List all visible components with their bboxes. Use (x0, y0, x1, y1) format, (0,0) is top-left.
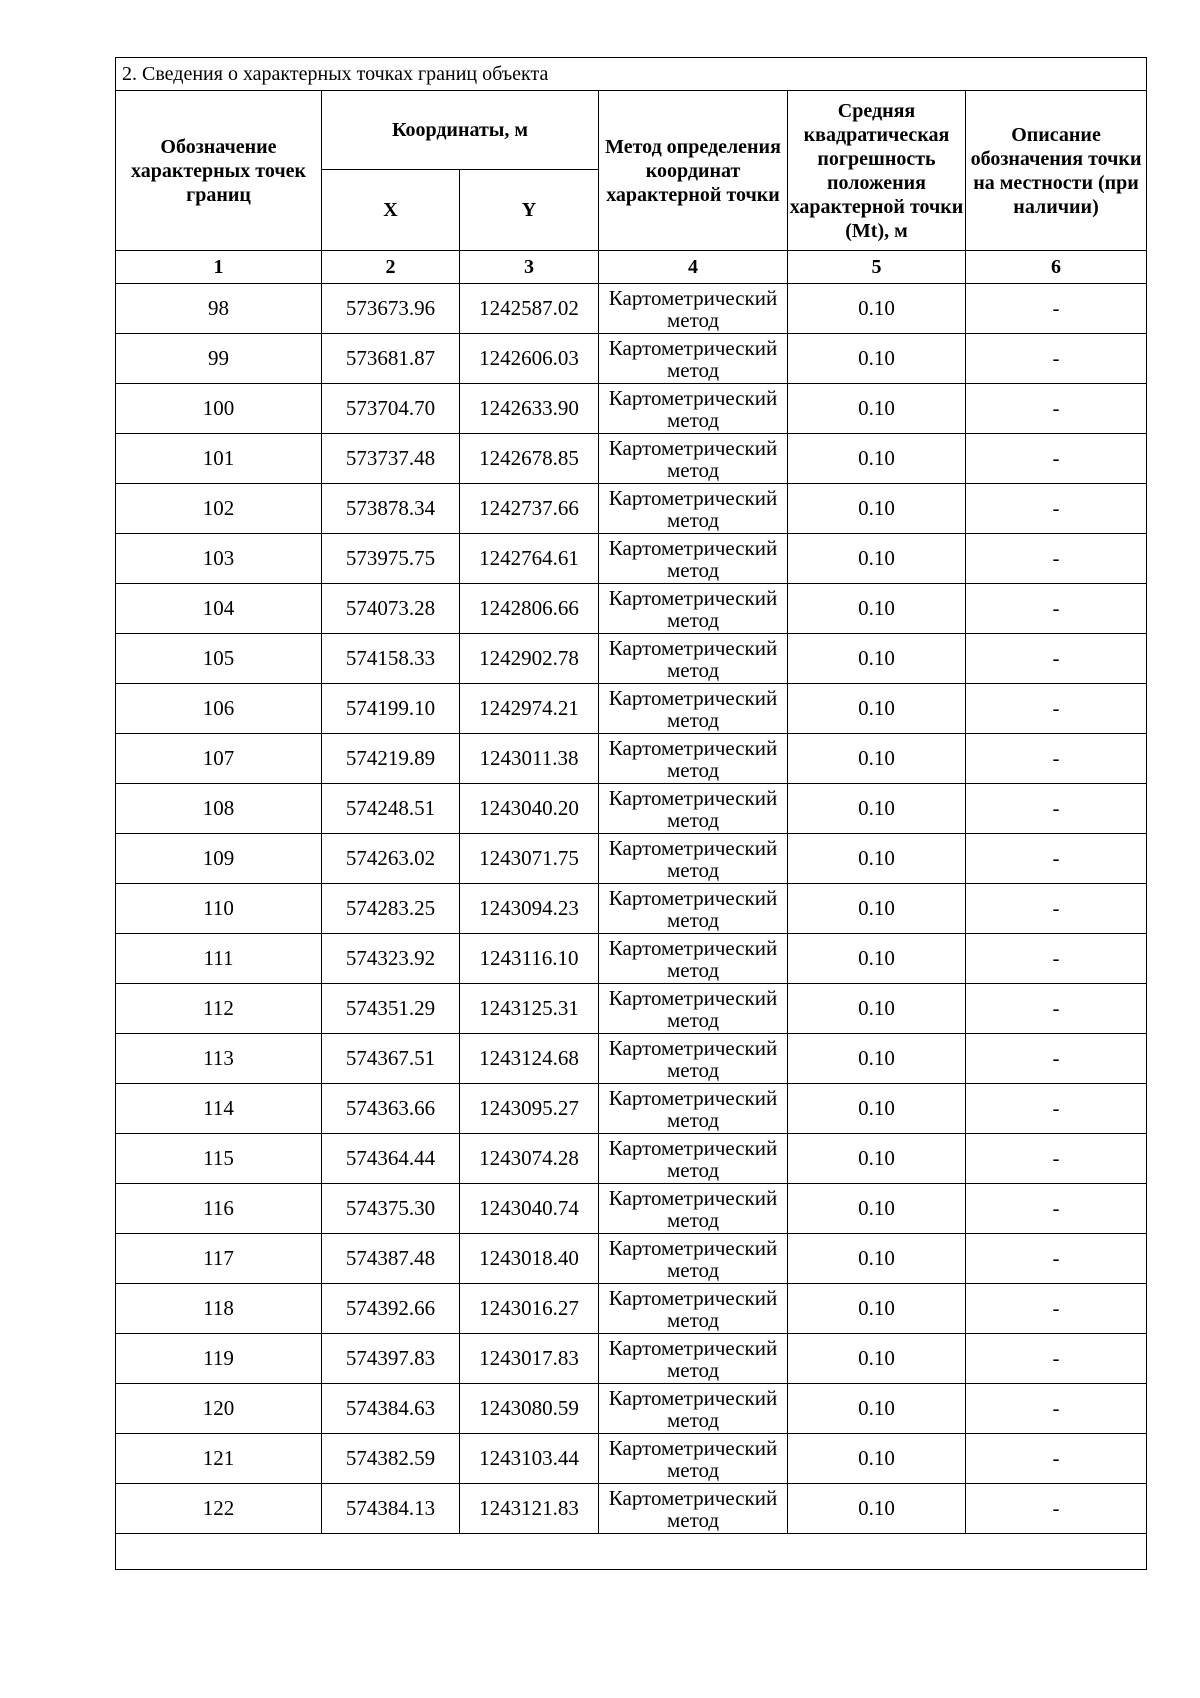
x-coordinate-cell: 574363.66 (322, 1084, 460, 1134)
x-coordinate-cell: 573737.48 (322, 434, 460, 484)
point-id-cell: 109 (116, 834, 322, 884)
point-id-cell: 111 (116, 934, 322, 984)
method-cell: Картометрический метод (599, 1234, 788, 1284)
y-coordinate-cell: 1243071.75 (460, 834, 599, 884)
description-cell: - (966, 634, 1147, 684)
x-coordinate-cell: 573704.70 (322, 384, 460, 434)
point-id-cell: 118 (116, 1284, 322, 1334)
table-row (116, 484, 1147, 534)
description-cell: - (966, 984, 1147, 1034)
column-number: 5 (788, 251, 966, 284)
mean-error-cell: 0.10 (788, 884, 966, 934)
section-title: 2. Сведения о характерных точках границ объекта (116, 58, 1147, 91)
table-row (116, 734, 1147, 784)
x-coordinate-cell: 574397.83 (322, 1334, 460, 1384)
table-row (116, 684, 1147, 734)
mean-error-cell: 0.10 (788, 584, 966, 634)
x-coordinate-cell: 574248.51 (322, 784, 460, 834)
x-coordinate-cell: 574283.25 (322, 884, 460, 934)
y-coordinate-cell: 1242633.90 (460, 384, 599, 434)
method-cell: Картометрический метод (599, 534, 788, 584)
x-coordinate-cell: 574219.89 (322, 734, 460, 784)
description-cell: - (966, 1234, 1147, 1284)
y-coordinate-cell: 1243124.68 (460, 1034, 599, 1084)
y-coordinate-cell: 1243125.31 (460, 984, 599, 1034)
point-id-cell: 113 (116, 1034, 322, 1084)
mean-error-cell: 0.10 (788, 784, 966, 834)
column-number: 1 (116, 251, 322, 284)
mean-error-cell: 0.10 (788, 1284, 966, 1334)
boundary-points-table (115, 57, 1147, 1570)
method-cell: Картометрический метод (599, 634, 788, 684)
description-cell: - (966, 834, 1147, 884)
column-number: 6 (966, 251, 1147, 284)
column-number: 2 (322, 251, 460, 284)
table-row (116, 834, 1147, 884)
description-cell: - (966, 434, 1147, 484)
y-coordinate-cell: 1242606.03 (460, 334, 599, 384)
table-row (116, 434, 1147, 484)
method-cell: Картометрический метод (599, 1384, 788, 1434)
x-coordinate-cell: 574392.66 (322, 1284, 460, 1334)
mean-error-cell: 0.10 (788, 334, 966, 384)
method-cell: Картометрический метод (599, 334, 788, 384)
table-row (116, 534, 1147, 584)
method-cell: Картометрический метод (599, 784, 788, 834)
description-cell: - (966, 884, 1147, 934)
x-coordinate-cell: 574382.59 (322, 1434, 460, 1484)
mean-error-cell: 0.10 (788, 1334, 966, 1384)
description-cell: - (966, 734, 1147, 784)
table-row (116, 1384, 1147, 1434)
method-cell: Картометрический метод (599, 1184, 788, 1234)
point-id-cell: 105 (116, 634, 322, 684)
table-row (116, 1234, 1147, 1284)
description-cell: - (966, 1034, 1147, 1084)
y-coordinate-cell: 1243040.20 (460, 784, 599, 834)
x-coordinate-cell: 573681.87 (322, 334, 460, 384)
y-coordinate-cell: 1243095.27 (460, 1084, 599, 1134)
point-id-cell: 110 (116, 884, 322, 934)
mean-error-cell: 0.10 (788, 984, 966, 1034)
mean-error-cell: 0.10 (788, 1434, 966, 1484)
table-row (116, 1184, 1147, 1234)
method-cell: Картометрический метод (599, 934, 788, 984)
description-cell: - (966, 1484, 1147, 1534)
table-row (116, 634, 1147, 684)
description-cell: - (966, 1084, 1147, 1134)
description-cell: - (966, 1434, 1147, 1484)
y-coordinate-cell: 1242737.66 (460, 484, 599, 534)
y-coordinate-cell: 1243116.10 (460, 934, 599, 984)
description-cell: - (966, 1284, 1147, 1334)
mean-error-cell: 0.10 (788, 434, 966, 484)
mean-error-cell: 0.10 (788, 1184, 966, 1234)
description-cell: - (966, 284, 1147, 334)
column-numbers-row (116, 251, 1147, 284)
method-cell: Картометрический метод (599, 434, 788, 484)
point-id-cell: 120 (116, 1384, 322, 1434)
header-mean-error: Средняя квадратическая погрешность положения характерной точки (Mt), м (788, 91, 966, 251)
point-id-cell: 99 (116, 334, 322, 384)
point-id-cell: 102 (116, 484, 322, 534)
table-row (116, 284, 1147, 334)
y-coordinate-cell: 1243074.28 (460, 1134, 599, 1184)
point-id-cell: 98 (116, 284, 322, 334)
point-id-cell: 107 (116, 734, 322, 784)
method-cell: Картометрический метод (599, 384, 788, 434)
point-id-cell: 112 (116, 984, 322, 1034)
description-cell: - (966, 684, 1147, 734)
table-row (116, 1334, 1147, 1384)
description-cell: - (966, 534, 1147, 584)
empty-footer-row (116, 1534, 1147, 1570)
description-cell: - (966, 1184, 1147, 1234)
column-number: 3 (460, 251, 599, 284)
mean-error-cell: 0.10 (788, 684, 966, 734)
x-coordinate-cell: 574158.33 (322, 634, 460, 684)
table-row (116, 1134, 1147, 1184)
method-cell: Картометрический метод (599, 734, 788, 784)
mean-error-cell: 0.10 (788, 834, 966, 884)
header-y: Y (460, 170, 599, 251)
x-coordinate-cell: 573975.75 (322, 534, 460, 584)
header-method: Метод определения координат характерной точки (599, 91, 788, 251)
mean-error-cell: 0.10 (788, 934, 966, 984)
y-coordinate-cell: 1243094.23 (460, 884, 599, 934)
x-coordinate-cell: 574199.10 (322, 684, 460, 734)
mean-error-cell: 0.10 (788, 1234, 966, 1284)
point-id-cell: 114 (116, 1084, 322, 1134)
description-cell: - (966, 1134, 1147, 1184)
y-coordinate-cell: 1242678.85 (460, 434, 599, 484)
x-coordinate-cell: 574364.44 (322, 1134, 460, 1184)
x-coordinate-cell: 574375.30 (322, 1184, 460, 1234)
description-cell: - (966, 1334, 1147, 1384)
x-coordinate-cell: 574384.13 (322, 1484, 460, 1534)
y-coordinate-cell: 1243103.44 (460, 1434, 599, 1484)
y-coordinate-cell: 1243018.40 (460, 1234, 599, 1284)
x-coordinate-cell: 574387.48 (322, 1234, 460, 1284)
table-body (116, 284, 1147, 1534)
point-id-cell: 122 (116, 1484, 322, 1534)
header-x: X (322, 170, 460, 251)
method-cell: Картометрический метод (599, 1434, 788, 1484)
y-coordinate-cell: 1243011.38 (460, 734, 599, 784)
mean-error-cell: 0.10 (788, 534, 966, 584)
x-coordinate-cell: 574323.92 (322, 934, 460, 984)
table-row (116, 934, 1147, 984)
x-coordinate-cell: 574263.02 (322, 834, 460, 884)
y-coordinate-cell: 1242587.02 (460, 284, 599, 334)
y-coordinate-cell: 1242974.21 (460, 684, 599, 734)
table-row (116, 984, 1147, 1034)
table-row (116, 1434, 1147, 1484)
mean-error-cell: 0.10 (788, 1084, 966, 1134)
table-row (116, 1284, 1147, 1334)
description-cell: - (966, 334, 1147, 384)
column-number: 4 (599, 251, 788, 284)
point-id-cell: 100 (116, 384, 322, 434)
method-cell: Картометрический метод (599, 984, 788, 1034)
method-cell: Картометрический метод (599, 834, 788, 884)
description-cell: - (966, 934, 1147, 984)
y-coordinate-cell: 1243016.27 (460, 1284, 599, 1334)
method-cell: Картометрический метод (599, 284, 788, 334)
x-coordinate-cell: 574073.28 (322, 584, 460, 634)
method-cell: Картометрический метод (599, 1284, 788, 1334)
y-coordinate-cell: 1243080.59 (460, 1384, 599, 1434)
point-id-cell: 108 (116, 784, 322, 834)
header-description: Описание обозначения точки на местности (при наличии) (966, 91, 1147, 251)
mean-error-cell: 0.10 (788, 1134, 966, 1184)
point-id-cell: 103 (116, 534, 322, 584)
y-coordinate-cell: 1243017.83 (460, 1334, 599, 1384)
point-id-cell: 101 (116, 434, 322, 484)
mean-error-cell: 0.10 (788, 1484, 966, 1534)
method-cell: Картометрический метод (599, 1334, 788, 1384)
table-row (116, 1484, 1147, 1534)
mean-error-cell: 0.10 (788, 634, 966, 684)
x-coordinate-cell: 573878.34 (322, 484, 460, 534)
y-coordinate-cell: 1242806.66 (460, 584, 599, 634)
y-coordinate-cell: 1242902.78 (460, 634, 599, 684)
description-cell: - (966, 584, 1147, 634)
y-coordinate-cell: 1243040.74 (460, 1184, 599, 1234)
method-cell: Картометрический метод (599, 1034, 788, 1084)
point-id-cell: 106 (116, 684, 322, 734)
x-coordinate-cell: 574384.63 (322, 1384, 460, 1434)
method-cell: Картометрический метод (599, 584, 788, 634)
method-cell: Картометрический метод (599, 484, 788, 534)
document-page (115, 57, 1146, 1570)
table-row (116, 334, 1147, 384)
table-row (116, 384, 1147, 434)
mean-error-cell: 0.10 (788, 384, 966, 434)
mean-error-cell: 0.10 (788, 484, 966, 534)
table-row (116, 584, 1147, 634)
description-cell: - (966, 484, 1147, 534)
mean-error-cell: 0.10 (788, 284, 966, 334)
point-id-cell: 121 (116, 1434, 322, 1484)
description-cell: - (966, 784, 1147, 834)
y-coordinate-cell: 1242764.61 (460, 534, 599, 584)
header-point-designation: Обозначение характерных точек границ (116, 91, 322, 251)
table-row (116, 1034, 1147, 1084)
method-cell: Картометрический метод (599, 1134, 788, 1184)
point-id-cell: 115 (116, 1134, 322, 1184)
table-row (116, 1084, 1147, 1134)
x-coordinate-cell: 573673.96 (322, 284, 460, 334)
point-id-cell: 116 (116, 1184, 322, 1234)
mean-error-cell: 0.10 (788, 1384, 966, 1434)
method-cell: Картометрический метод (599, 684, 788, 734)
y-coordinate-cell: 1243121.83 (460, 1484, 599, 1534)
x-coordinate-cell: 574351.29 (322, 984, 460, 1034)
mean-error-cell: 0.10 (788, 1034, 966, 1084)
method-cell: Картометрический метод (599, 1084, 788, 1134)
x-coordinate-cell: 574367.51 (322, 1034, 460, 1084)
point-id-cell: 117 (116, 1234, 322, 1284)
table-row (116, 784, 1147, 834)
description-cell: - (966, 1384, 1147, 1434)
header-coordinates: Координаты, м (322, 91, 599, 170)
point-id-cell: 104 (116, 584, 322, 634)
description-cell: - (966, 384, 1147, 434)
point-id-cell: 119 (116, 1334, 322, 1384)
method-cell: Картометрический метод (599, 884, 788, 934)
mean-error-cell: 0.10 (788, 734, 966, 784)
method-cell: Картометрический метод (599, 1484, 788, 1534)
table-row (116, 884, 1147, 934)
